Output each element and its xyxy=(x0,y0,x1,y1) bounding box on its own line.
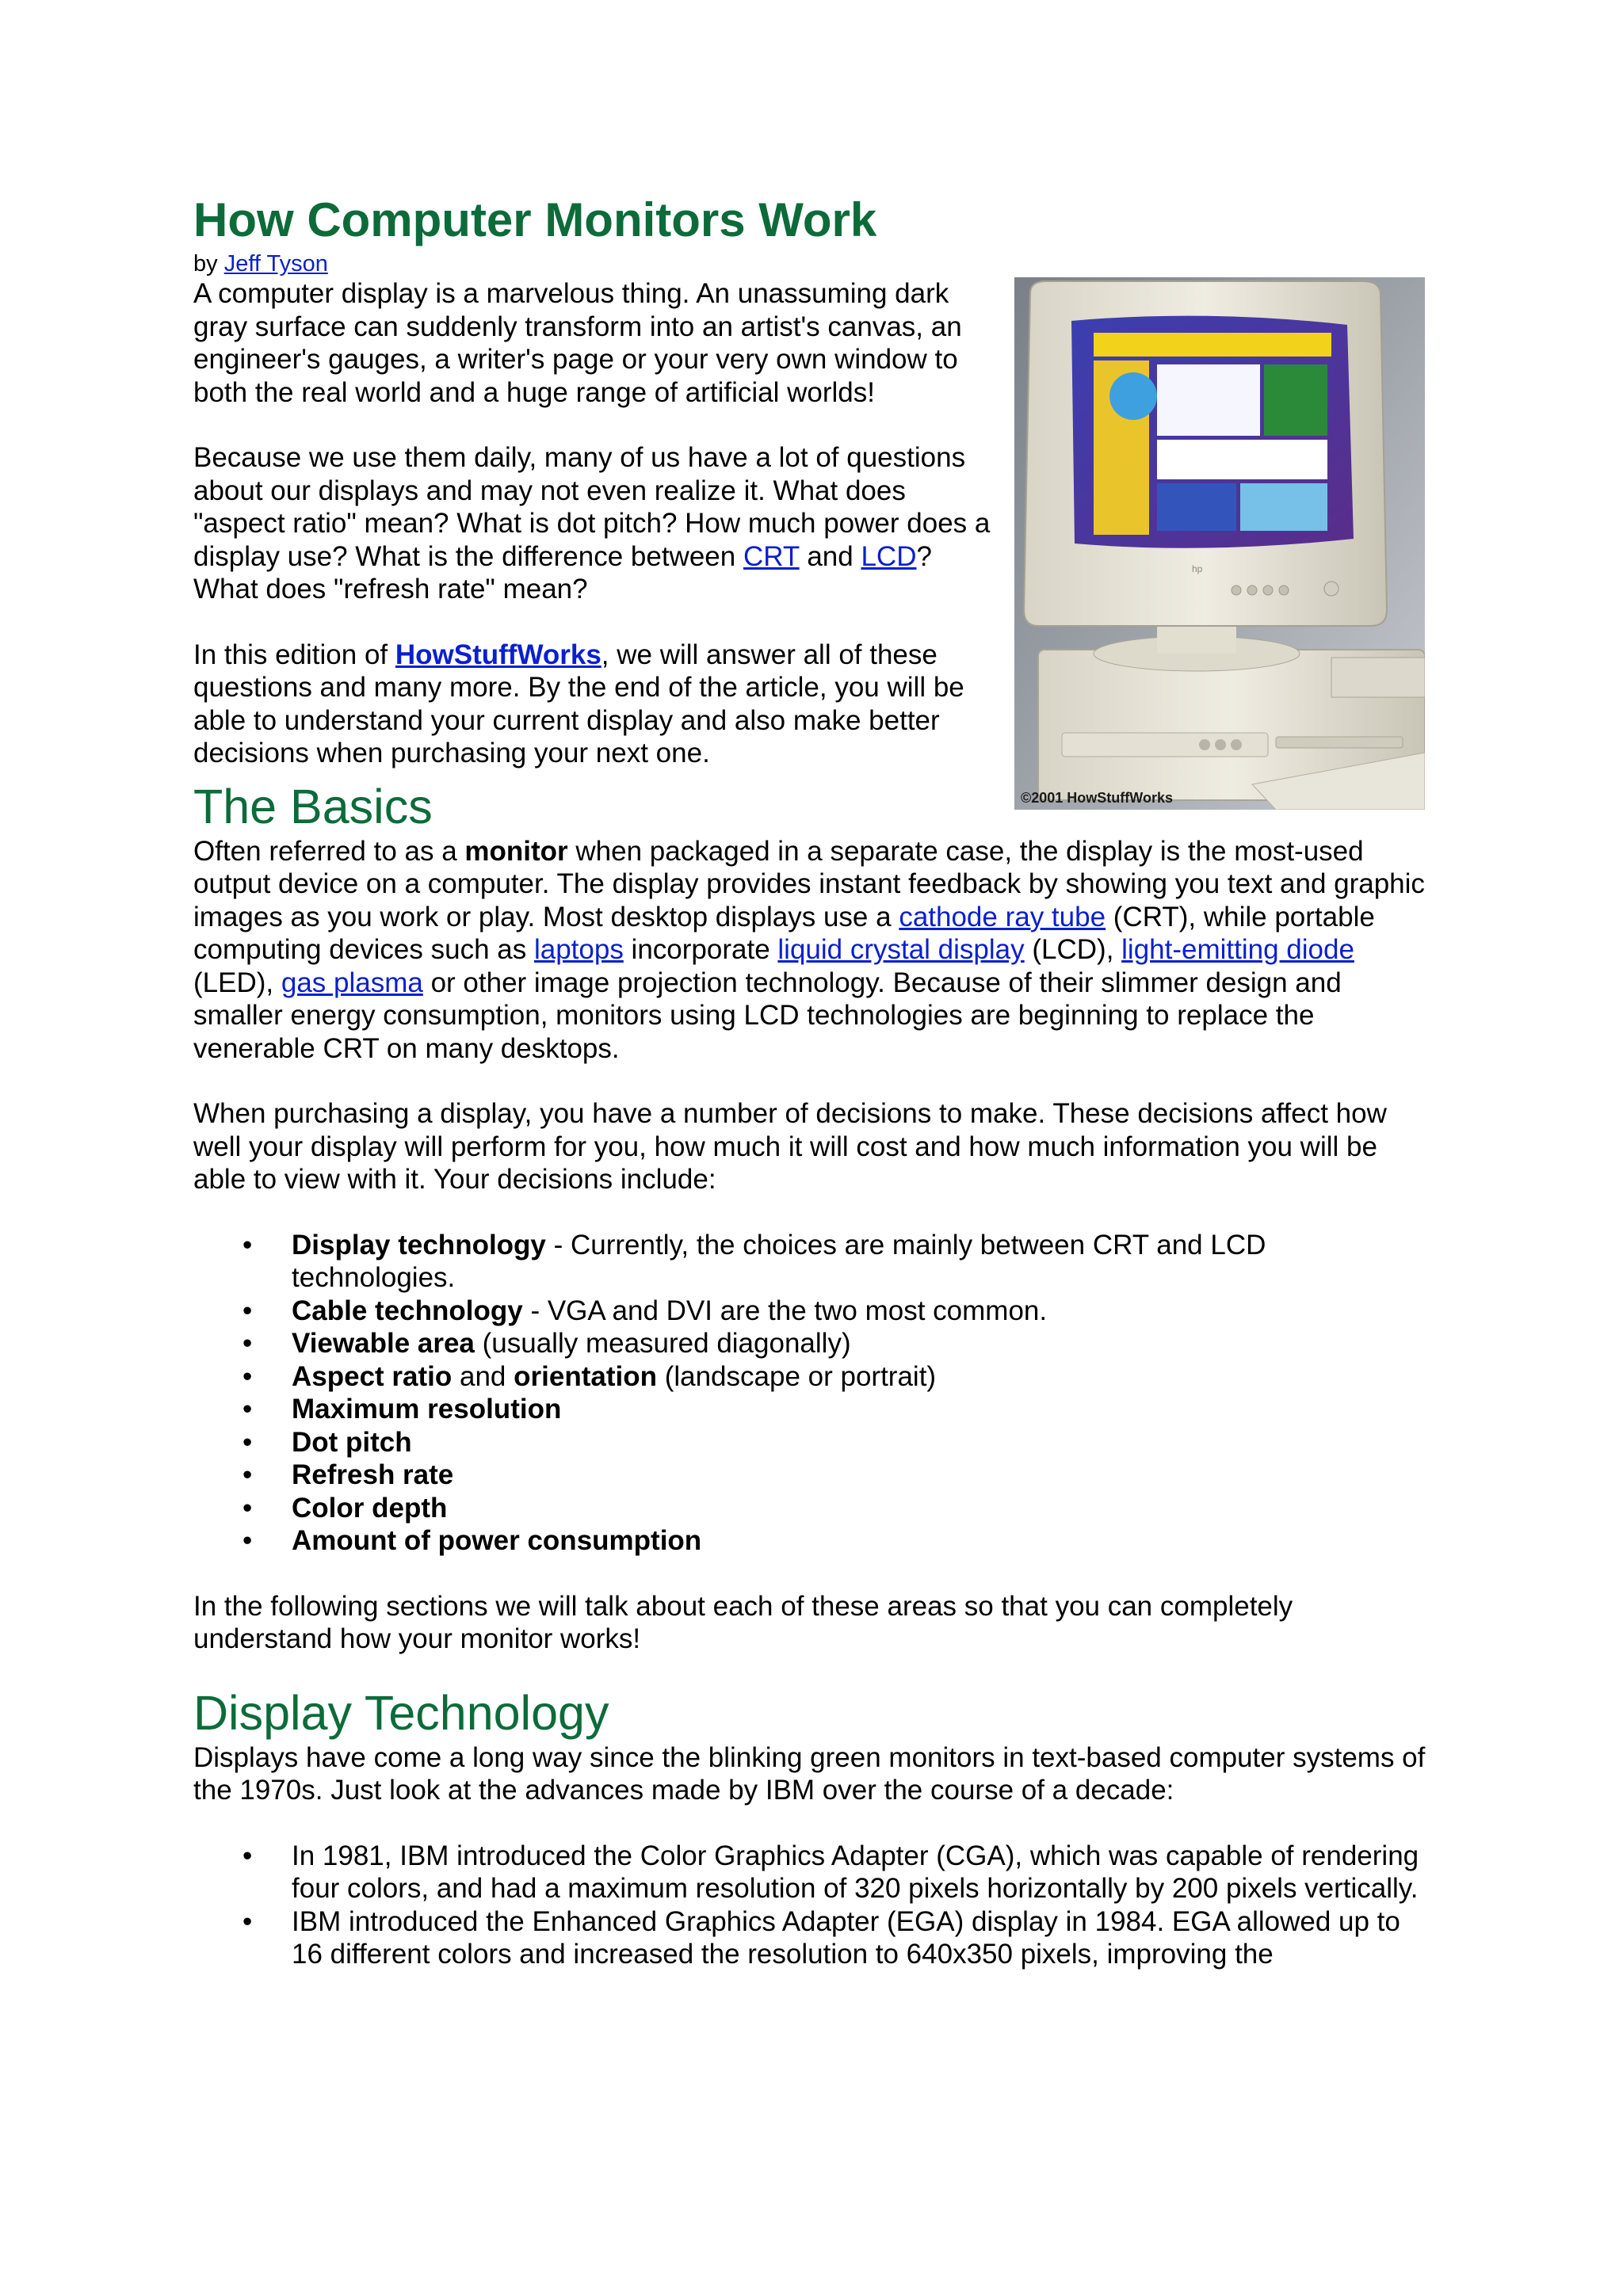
list-item xyxy=(193,1492,1430,1525)
intro-paragraph-3 xyxy=(193,639,1002,770)
laptops-link[interactable]: laptops xyxy=(533,934,624,965)
article-title: How Computer Monitors Work xyxy=(193,193,877,246)
list-item-term: Amount of power consumption xyxy=(292,1525,702,1556)
heading-the-basics: The Basics xyxy=(193,779,433,833)
intro-paragraph-1: A computer display is a marvelous thing. An unassuming dark gray surface can suddenly transform into an artist's canvas, an engineer's gauges, a writer's page or your very own window to both the real world and a huge range of artificial worlds! xyxy=(193,278,962,408)
list-item: • IBM introduced the Enhanced Graphics Adapter (EGA) display in 1984. EGA allowed up to 16 different colors and increased the resolution to 640x350 pixels, improving the xyxy=(193,1905,1430,1971)
text-run: ? What does "refresh rate" mean? xyxy=(193,540,932,605)
list-item-term: Color depth xyxy=(292,1492,448,1524)
heading-display-technology: Display Technology xyxy=(193,1685,609,1740)
list-item xyxy=(193,1295,1430,1328)
list-item xyxy=(193,1360,1430,1394)
list-item: • In 1981, IBM introduced the Color Graphics Adapter (CGA), which was capable of rendering four colors, and had a maximum resolution of 320 pixels horizontally by 200 pixels vertically. xyxy=(193,1840,1430,1905)
ibm-history-list xyxy=(193,1840,1430,1971)
list-item xyxy=(193,1393,1430,1426)
text-run: (LCD), xyxy=(1024,934,1122,965)
lcd-link-2[interactable]: liquid crystal display xyxy=(777,934,1025,965)
list-item xyxy=(193,1327,1430,1360)
intro-text xyxy=(193,277,1002,770)
list-item-text: - VGA and DVI are the two most common. xyxy=(522,1295,1048,1326)
spacer xyxy=(193,1065,1430,1097)
cathode-ray-tube-link[interactable]: cathode ray tube xyxy=(899,901,1106,933)
list-item xyxy=(193,1426,1430,1459)
basics-paragraph-2: When purchasing a display, you have a number of decisions to make. These decisions affect how well your display will perform for you, how much it will cost and how much information you will be able to view with it. Your decisions include: xyxy=(193,1098,1387,1195)
bold-monitor: monitor xyxy=(464,835,568,867)
photo-brand: hp xyxy=(1192,563,1203,574)
text-run: when packaged in a separate case, the display is the most-used output device on a computer. The display provides instant feedback by showing you text and graphic images as you work or play. Most desktop displays use a xyxy=(193,835,1425,933)
author-link[interactable]: Jeff Tyson xyxy=(223,251,328,277)
lcd-link[interactable]: LCD xyxy=(861,540,917,572)
howstuffworks-link[interactable]: HowStuffWorks xyxy=(395,639,601,670)
list-item xyxy=(193,1524,1430,1558)
display-paragraph-1: Displays have come a long way since the blinking green monitors in text-based computer systems of the 1970s. Just look at the advances made by IBM over the course of a decade: xyxy=(193,1741,1426,1806)
crt-link[interactable]: CRT xyxy=(743,540,800,572)
decisions-list xyxy=(193,1229,1430,1558)
intro-paragraph-2 xyxy=(193,441,1002,606)
spacer xyxy=(193,1196,1430,1229)
basics-paragraph-1 xyxy=(193,835,1430,1066)
spacer xyxy=(193,1558,1430,1590)
byline-prefix: by xyxy=(193,251,218,277)
list-item-term: Cable technology xyxy=(292,1295,523,1326)
list-item xyxy=(193,1229,1430,1295)
list-item-text: - Currently, the choices are mainly between CRT and LCD technologies. xyxy=(292,1229,1266,1293)
text-run: incorporate xyxy=(623,934,778,965)
list-item-text: (usually measured diagonally) xyxy=(474,1328,851,1359)
text-run: Often referred to as a xyxy=(193,835,465,867)
text-run: (LED), xyxy=(193,967,281,998)
list-item xyxy=(193,1459,1430,1492)
article xyxy=(193,192,1430,1971)
text-run: Because we use them daily, many of us have a lot of questions about our displays and may not even realize it. What does "aspect ratio" mean? What is dot pitch? How much power does a display use? What is the difference between xyxy=(193,442,991,572)
byline xyxy=(193,250,1430,277)
list-item-text: (landscape or portrait) xyxy=(656,1360,937,1392)
list-item-term: Viewable area xyxy=(292,1328,475,1359)
text-run: (CRT), while portable computing devices such as xyxy=(193,901,1375,965)
basics-paragraph-3: In the following sections we will talk about each of these areas so that you can completely understand how your monitor works! xyxy=(193,1590,1293,1654)
list-item-term: Aspect ratio xyxy=(292,1360,453,1392)
monitor-photo xyxy=(1014,277,1425,810)
spacer xyxy=(193,1807,1430,1840)
text-run: and xyxy=(799,540,861,572)
list-item-term: Maximum resolution xyxy=(292,1394,562,1425)
list-item-text: and xyxy=(452,1360,514,1392)
photo-copyright: ©2001 HowStuffWorks xyxy=(1021,790,1173,806)
led-link[interactable]: light-emitting diode xyxy=(1121,934,1354,965)
gas-plasma-link[interactable]: gas plasma xyxy=(281,967,423,998)
list-item-term: Display technology xyxy=(292,1229,546,1261)
list-item-term: orientation xyxy=(514,1360,657,1392)
list-item-term: Refresh rate xyxy=(292,1459,454,1490)
list-item-term: Dot pitch xyxy=(292,1426,412,1458)
text-run: In this edition of xyxy=(193,639,395,670)
text-run: or other image projection technology. Because of their slimmer design and smaller energy consumption, monitors using LCD technologies are beginning to replace the venerable CRT on many desktops. xyxy=(193,967,1342,1064)
text-run: , we will answer all of these questions and many more. By the end of the article, you will be able to understand your current display and also make better decisions when purchasing your next one. xyxy=(193,639,964,769)
